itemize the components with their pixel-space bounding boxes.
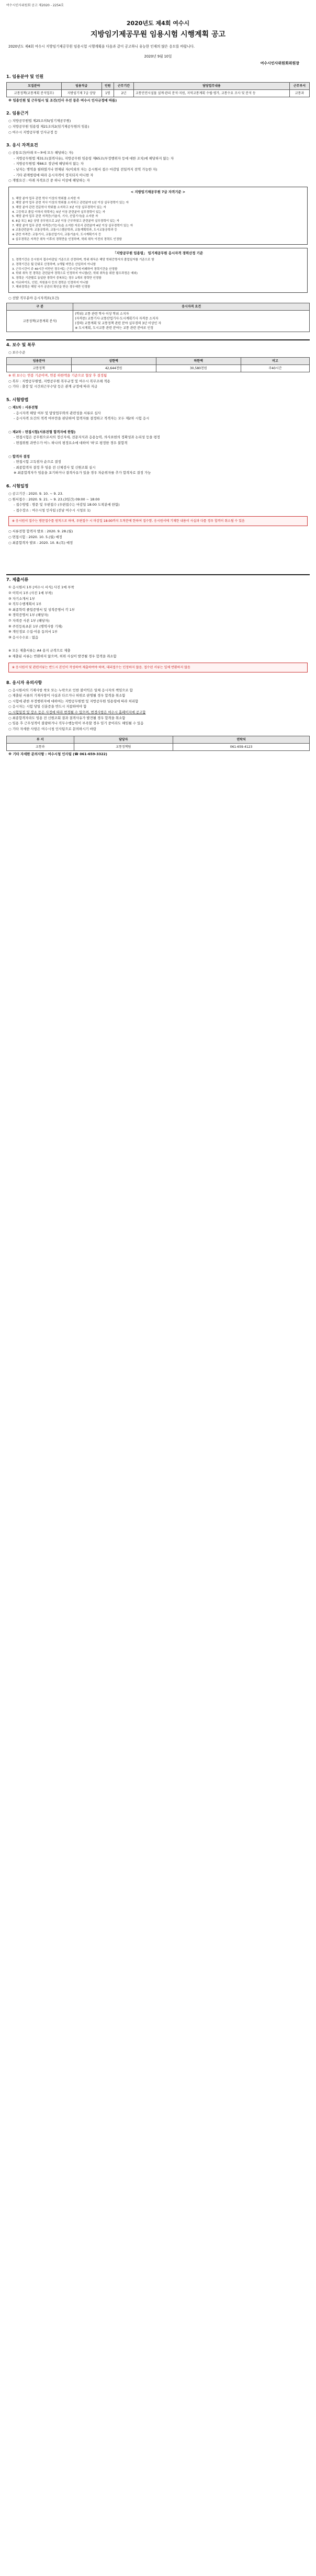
box-line: 6. 아르바이트, 인턴, 자원봉사 등의 경력은 인정하지 아니함	[12, 281, 88, 284]
list-item: ○ 공통요건(아래 ①~③에 모두 해당하는 자)	[8, 151, 73, 155]
col-header: 하한액	[156, 358, 241, 365]
table-cell: (학위) 교통 관련 학사 이상 학위 소지자 (자격증) 교통기사·교통산업기사·도시계획기사 자격증 소지자 (경력) 교통계획 및 교통정책 관련 분야 실무경력 3년 이상인 자 ※ 도시계획, 도시교통 관련 분야는 교통 관련 분야로 인정	[73, 311, 310, 332]
col-header: 연락처	[173, 736, 310, 744]
schedule-warning: ※ 응시원서 접수는 방문접수를 원칙으로 하며, 우편접수 시 마감일 18:00까지 도착분에 한하여 접수함. 응시원서에 기재한 내용이 사실과 다를 경우 합격이 취소될 수 있음	[8, 516, 308, 526]
list-item: ⑧ 주민등록초본 1부 (병역사항 기재)	[8, 624, 63, 629]
col-header: 담당업무내용	[134, 82, 290, 89]
box-line: 4. 고등학교 졸업 이하의 학력자는 5년 이상 관련분야 실무경력이 있는 자	[12, 210, 105, 214]
notice-page	[6, 0, 310, 757]
list-item: ○ 시험에 관한 부정행위자에 대하여는 지방공무원법 및 지방공무원 임용령에 따라 처리함	[8, 699, 139, 703]
col-header: 임용분야	[7, 358, 72, 365]
list-item: ⑤ 최종학력 졸업증명서 및 성적증명서 각 1부	[8, 607, 75, 612]
col-header: 응시자격 요건	[73, 303, 310, 311]
career-criteria-box	[8, 248, 308, 293]
submission-warning: ※ 응시원서 및 관련서류는 반드시 본인이 작성하여 제출하여야 하며, 대리접수는 인정하지 않음. 접수된 서류는 일체 반환하지 않음	[8, 663, 308, 673]
box-line: 5. 경력은 기관별로 동일한 경력이 중복되는 경우 1개의 경력만 인정함	[12, 276, 101, 280]
list-item: ○ 지방공무원법 제25조의5(임기제공무원)	[8, 119, 71, 123]
table-cell: 주40시간	[241, 365, 309, 372]
col-header: 근무기간	[114, 82, 133, 89]
list-item: - 기타 관계법령에 따라 응시자격이 정지되지 아니한 자	[14, 173, 94, 177]
list-item: ① 응시원서 1부 [여수시 서식] 사진 1매 부착	[8, 585, 74, 590]
list-item: ※ 최종합격자가 임용을 포기하거나 결격사유가 있을 경우 차순위자를 추가 합격자로 결정 가능	[14, 471, 151, 475]
box-line: ※ 실무경력은 자격증 취득 이후의 경력만을 인정하며, 학위 취득 이전의 경력도 인정함	[12, 237, 122, 241]
box-title: 「지방공무원 임용령」 임기제공무원 응시자격 경력산정 기준	[112, 251, 204, 256]
box-line: 4. 학위 취득 전 경력은 관련분야 경력으로 인정하지 아니함(단, 학위 취득을 위한 필수과정은 예외)	[12, 272, 138, 276]
pay-table	[6, 357, 310, 372]
section-5-title: 5. 시험방법	[6, 397, 29, 402]
list-item: ○ 여수시 지방공무원 인사규정 등	[8, 130, 58, 134]
table-cell: 교통정책팀	[74, 744, 173, 751]
box-line: 1. 경력기간은 응시원서 접수마감일 기준으로 산정하며, 학위 취득은 해당 학위증명서의 졸업일자를 기준으로 함	[12, 258, 154, 262]
notice-number: 여수시인사위원회 공고 제2020 - 2254호	[6, 4, 64, 7]
box-line: 7. 해당 분야 업무 관련 자격증(기능사)을 소지한 자로서 관련분야 4년 이상 실무경력이 있는 자	[12, 224, 133, 227]
section-6-title: 6. 시험일정	[6, 484, 29, 489]
table-cell: 42,644천원	[71, 365, 156, 372]
list-item: ○ 최종합격자 발표 : 2020. 10. 8.(목) 예정	[8, 540, 73, 545]
table-cell: 2년	[114, 89, 133, 97]
list-item: ○ 서류전형 합격자 발표 : 2020. 9. 28.(월)	[8, 529, 73, 534]
list-item: ○ 합격자 결정	[8, 454, 30, 459]
box-line: 3. 근무시간이 주 40시간 미만인 경우에는 근무시간에 비례하여 경력기간을 산정함	[12, 267, 118, 271]
list-item: ○ 개별요건 : 아래 자격요건 중 하나 이상에 해당하는 자	[8, 178, 90, 183]
section-3-title: 3. 응시 자격요건	[6, 143, 38, 148]
col-header: 비고	[241, 358, 309, 365]
list-item: ○ 면접시험 : 2020. 10. 5.(월) 예정	[8, 535, 62, 540]
list-item: ③ 자기소개서 1부	[8, 596, 35, 601]
table-cell: 교통안전시설물 설계·관리 분석·지원, 지역교통계획 수립·평가, 교통수요 조사 및 분석 등	[134, 89, 290, 97]
col-header: 상한액	[71, 358, 156, 365]
col-header: 인원	[101, 82, 114, 89]
list-item: - 응시자격 해당 여부 및 담당업무와의 관련성을 서류로 심사	[14, 411, 101, 415]
box-line: 7. 해외경력은 해당 국가 공관의 확인을 받은 경우에만 인정함	[12, 286, 91, 289]
col-header: 근무부서	[289, 82, 309, 89]
intro-paragraph: 2020년도 제4회 여수시 지방임기제공무원 임용시험 시행계획을 다음과 같이 공고하니 유능한 인재의 많은 응모를 바랍니다.	[8, 44, 195, 49]
box-line: ※ 관련 자격증: 교통기사, 교통산업기사, 교통기술사, 도시계획기사 등	[12, 233, 101, 237]
box-line: 1. 해당 분야 업무 관련 학사 이상의 학위를 소지한 자	[12, 197, 80, 200]
list-item: - 면접위원 과반수가 어느 하나의 평정요소에 대하여 '하'로 평정한 경우 불합격	[14, 440, 128, 445]
list-item: ※ 제출된 서류는 반환하지 않으며, 허위 사실이 발견될 경우 합격을 취소함	[8, 654, 117, 658]
table-cell: 교통과	[7, 744, 74, 751]
list-item: - 최종합격자 결정 후 임용 전 신체검사 및 신원조회 실시	[14, 465, 96, 470]
position-table	[6, 82, 310, 97]
col-header: 구 분	[7, 303, 73, 311]
list-item: - 면접시험 고득점자 순으로 결정	[14, 460, 61, 464]
box-title: < 지방임기제공무원 7급 자격기준 >	[130, 189, 186, 194]
final-contact-note: ※ 기타 자세한 문의사항 : 여수시청 인사팀 (☎ 061-659-3322)	[8, 752, 107, 757]
section-7-list	[8, 585, 310, 659]
list-item: ⑦ 자격증 사본 1부 (해당자)	[8, 618, 50, 623]
list-item: ○ 공고기간 : 2020. 9. 10. ~ 9. 23.	[8, 492, 63, 496]
list-item: ⑨ 개인정보 수집·이용 동의서 1부	[8, 630, 58, 634]
list-item: ○ 지방공무원 임용령 제21조의2(임기제공무원의 임용)	[8, 124, 89, 129]
list-item: ○ 시험일정 및 장소 등은 사정에 따라 변경될 수 있으며, 변경사항은 여수시 홈페이지에 공고함	[8, 710, 146, 715]
table-cell: 지방임기제 7급 상당	[61, 89, 101, 97]
box-line: ※ 교통관련분야: 교통공학과, 교통시스템공학과, 교통계획학과, 도시교통공학과 등	[12, 229, 117, 232]
section-1-title: 1. 임용분야 및 인원	[6, 74, 44, 79]
list-item: ② 이력서 1부 (사진 1매 부착)	[8, 590, 53, 595]
pay-label: ○ 보수수준	[8, 350, 26, 355]
list-item: ○ 응시원서의 기재사항 착오 또는 누락으로 인한 불이익은 일체 응시자의 책임으로 함	[8, 688, 133, 692]
section-2-list	[8, 119, 310, 135]
section-6-list	[8, 492, 310, 513]
section-2-title: 2. 임용근거	[6, 111, 29, 116]
list-item: - 면접시험은 공무원으로서의 정신자세, 전문지식과 응용능력, 의사표현의 정확성과 논리성 등을 평정	[14, 435, 160, 440]
box-line: 5. 해당 분야 업무 관련 자격증(기술사, 기사, 산업기사)을 소지한 자	[12, 215, 98, 219]
list-item: - 지방공무원법 제31조(결격사유), 지방공무원 임용령 제65조(부정행위자 등에 대한 조치)에 해당하지 않는 자	[14, 156, 174, 161]
section-4-title: 4. 보수 및 복무	[6, 339, 310, 348]
table-cell: 교통정책	[7, 365, 72, 372]
table-cell: 061-659-4123	[173, 744, 310, 751]
list-item: ○ 기타 : 출장 및 시간외근무수당 등은 관계 규정에 따라 지급	[8, 384, 98, 389]
list-item: ○ 응시자는 시험 당일 신분증을 반드시 지참하여야 함	[8, 704, 87, 709]
section-1-note: ※ 임용인원 및 근무일시 및 조건(인사 우선 등은 여수시 인사규정에 따름)	[8, 98, 117, 102]
table-cell: 1명	[101, 89, 114, 97]
section-7-title: 7. 제출서류	[6, 574, 310, 583]
col-header: 임용직급	[61, 82, 101, 89]
list-item: ○ 최종합격자라도 임용 전 신원조회 결과 결격사유가 발견될 경우 합격을 취소함	[8, 715, 126, 720]
list-item: - 지방공무원법 제66조 정년에 해당하지 않는 자	[14, 162, 84, 166]
list-item: - 접수장소 : 여수시청 인사팀 (전남 여수시 시청로 1)	[14, 508, 91, 512]
box-line: 6. 8급 또는 8급 상당 공무원으로 2년 이상 근무하였고 관련분야 실무경력이 있는 자	[12, 220, 119, 223]
section-5-list	[8, 405, 310, 476]
list-item: - 응시자격 요건의 적격 여부만을 판단하여 합격자를 결정하고 적격자는 모두 제2차 시험 응시	[14, 416, 150, 421]
table-cell: 교통정책(교통계획 분석업무)	[7, 89, 62, 97]
box-line: 2. 경력기간은 월 단위로 산정하며, 1개월 미만은 산입하지 아니함	[12, 263, 96, 266]
list-item: ○ 임용 후 근무성적이 불량하거나 직무수행능력이 부족할 경우 임기 중이라도 해임될 수 있음	[8, 721, 144, 726]
transition-label: ○ 선발 직무분야 응시자격표(요건)	[8, 295, 59, 300]
list-item: ⑥ 경력증명서 1부 (해당자)	[8, 613, 49, 618]
col-header: 부 서	[7, 736, 74, 744]
title-line-1: 2020년도 제4회 여수시	[126, 20, 190, 27]
table-cell: 30,580천원	[156, 365, 241, 372]
list-item: ○ 기타 자세한 사항은 여수시청 인사팀으로 문의하시기 바람	[8, 726, 96, 731]
list-item: ※ 모든 제출서류는 A4 용지 규격으로 제출	[8, 648, 71, 653]
col-header: 모집분야	[7, 82, 62, 89]
title-line-2: 지방임기제공무원 임용시험 시행계획 공고	[90, 30, 226, 39]
requirement-table	[6, 303, 310, 332]
list-item: ○ 제1차 : 서류전형	[8, 405, 38, 409]
notice-date: 2020년 9월 10일	[144, 54, 172, 59]
section-3-list	[8, 151, 310, 184]
list-item: ④ 직무수행계획서 1부	[8, 602, 42, 607]
section-8-title: 8. 응시자 유의사항	[6, 680, 42, 685]
qualification-box	[8, 187, 308, 245]
col-header: 담당자	[74, 736, 173, 744]
box-line: 3. 해당 분야 관련 전문학사 학위를 소지하고 3년 이상 실무경력이 있는 자	[12, 206, 106, 210]
table-cell: 교통과	[289, 89, 309, 97]
list-item: ○ 제2차 : 면접시험(서류전형 합격자에 한함)	[8, 429, 76, 434]
table-cell: 교통정책(교통계획 분석)	[7, 311, 73, 332]
section-8-list	[8, 688, 310, 732]
list-item: ○ 원서접수 : 2020. 9. 21. ~ 9. 23.(3일간) 09:00 ~ 18:00	[8, 497, 100, 501]
list-item: - 남자는 병역을 필하였거나 면제된 자(이외의 자는 응시원서 접수 마감일 전일까지 전역 가능한 자)	[14, 167, 157, 172]
list-item: ⑩ 응시수수료 : 없음	[8, 635, 39, 640]
list-item: - 접수방법 : 방문 및 우편접수 (우편접수는 마감일 18:00 도착분에 한함)	[14, 503, 120, 507]
contact-table	[6, 736, 310, 751]
list-item: ○ 복무 : 지방공무원법, 지방공무원 복무규정 및 여수시 복무조례 적용	[8, 379, 110, 383]
pay-note: ※ 위 보수는 연봉 기준이며, 연봉 하한액을 기준으로 협상 후 결정됨	[8, 373, 107, 378]
box-line: 2. 해당 분야 업무 관련 석사 이상의 학위를 소지하고 관련분야 1년 이상 실무경력이 있는 자	[12, 201, 129, 205]
issuing-org: 여수시인사위원회위원장	[260, 61, 299, 66]
list-item: ○ 제출된 서류의 기재사항이 사실과 다르거나 허위로 판명될 경우 합격을 취소함	[8, 693, 126, 698]
